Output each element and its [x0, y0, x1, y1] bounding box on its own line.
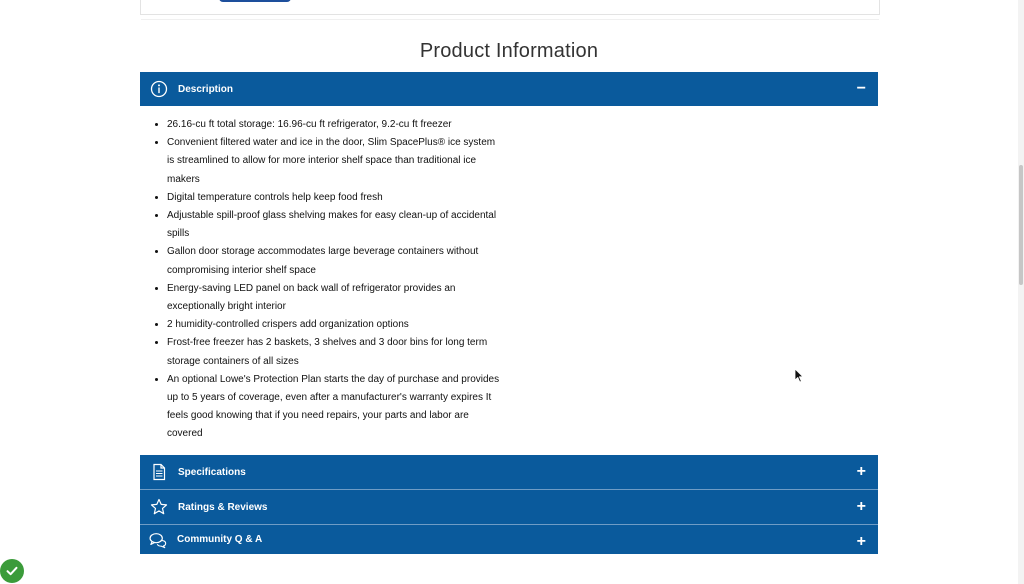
- page-scrollbar[interactable]: [1018, 0, 1024, 584]
- community-label: Community Q & A: [177, 534, 263, 545]
- document-icon: [150, 463, 168, 481]
- collapse-icon[interactable]: −: [856, 80, 866, 97]
- list-item: Gallon door storage accommodates large beverage containers without compromising interior shelf space: [154, 243, 504, 279]
- list-item: Convenient filtered water and ice in the door, Slim SpacePlus® ice system is streamlined to allow for more interior shelf space than traditional ice makers: [154, 134, 504, 189]
- specifications-label: Specifications: [178, 466, 246, 478]
- description-panel: [140, 106, 878, 455]
- expand-icon[interactable]: +: [856, 498, 866, 515]
- description-label: Description: [178, 83, 234, 95]
- list-item: Energy-saving LED panel on back wall of refrigerator provides an exceptionally bright interior: [154, 280, 504, 316]
- description-list: [154, 116, 504, 444]
- expand-icon[interactable]: +: [856, 463, 866, 480]
- list-item: Digital temperature controls help keep food fresh: [154, 189, 504, 207]
- list-item: Frost-free freezer has 2 baskets, 3 shelves and 3 door bins for long term storage containers of all sizes: [154, 334, 504, 370]
- specifications-accordion-header[interactable]: [140, 455, 878, 489]
- star-outline-icon: [150, 498, 168, 516]
- list-item: Adjustable spill-proof glass shelving makes for easy clean-up of accidental spills: [154, 207, 504, 243]
- product-image-card: [140, 0, 880, 15]
- scrollbar-thumb[interactable]: [1019, 165, 1023, 285]
- ratings-accordion-header[interactable]: [140, 490, 878, 524]
- product-image-sliver: [219, 0, 291, 2]
- chat-bubbles-icon: [149, 531, 167, 549]
- expand-icon[interactable]: +: [856, 533, 866, 550]
- list-item: An optional Lowe's Protection Plan starts the day of purchase and provides up to 5 years of coverage, even after a manufacturer's warranty expires It feels good knowing that if you need repairs, your parts and labor are covered: [154, 371, 504, 444]
- community-accordion-header[interactable]: [140, 525, 878, 554]
- page-title: Product Information: [419, 40, 599, 62]
- info-circle-icon: [150, 80, 168, 98]
- card-divider: [141, 19, 879, 20]
- checkmark-circle-icon: [0, 559, 24, 583]
- description-accordion-header[interactable]: [140, 72, 878, 106]
- ratings-label: Ratings & Reviews: [178, 501, 268, 513]
- list-item: 2 humidity-controlled crispers add organization options: [154, 316, 504, 334]
- mouse-pointer-icon: [794, 368, 804, 388]
- list-item: 26.16-cu ft total storage: 16.96-cu ft refrigerator, 9.2-cu ft freezer: [154, 116, 504, 134]
